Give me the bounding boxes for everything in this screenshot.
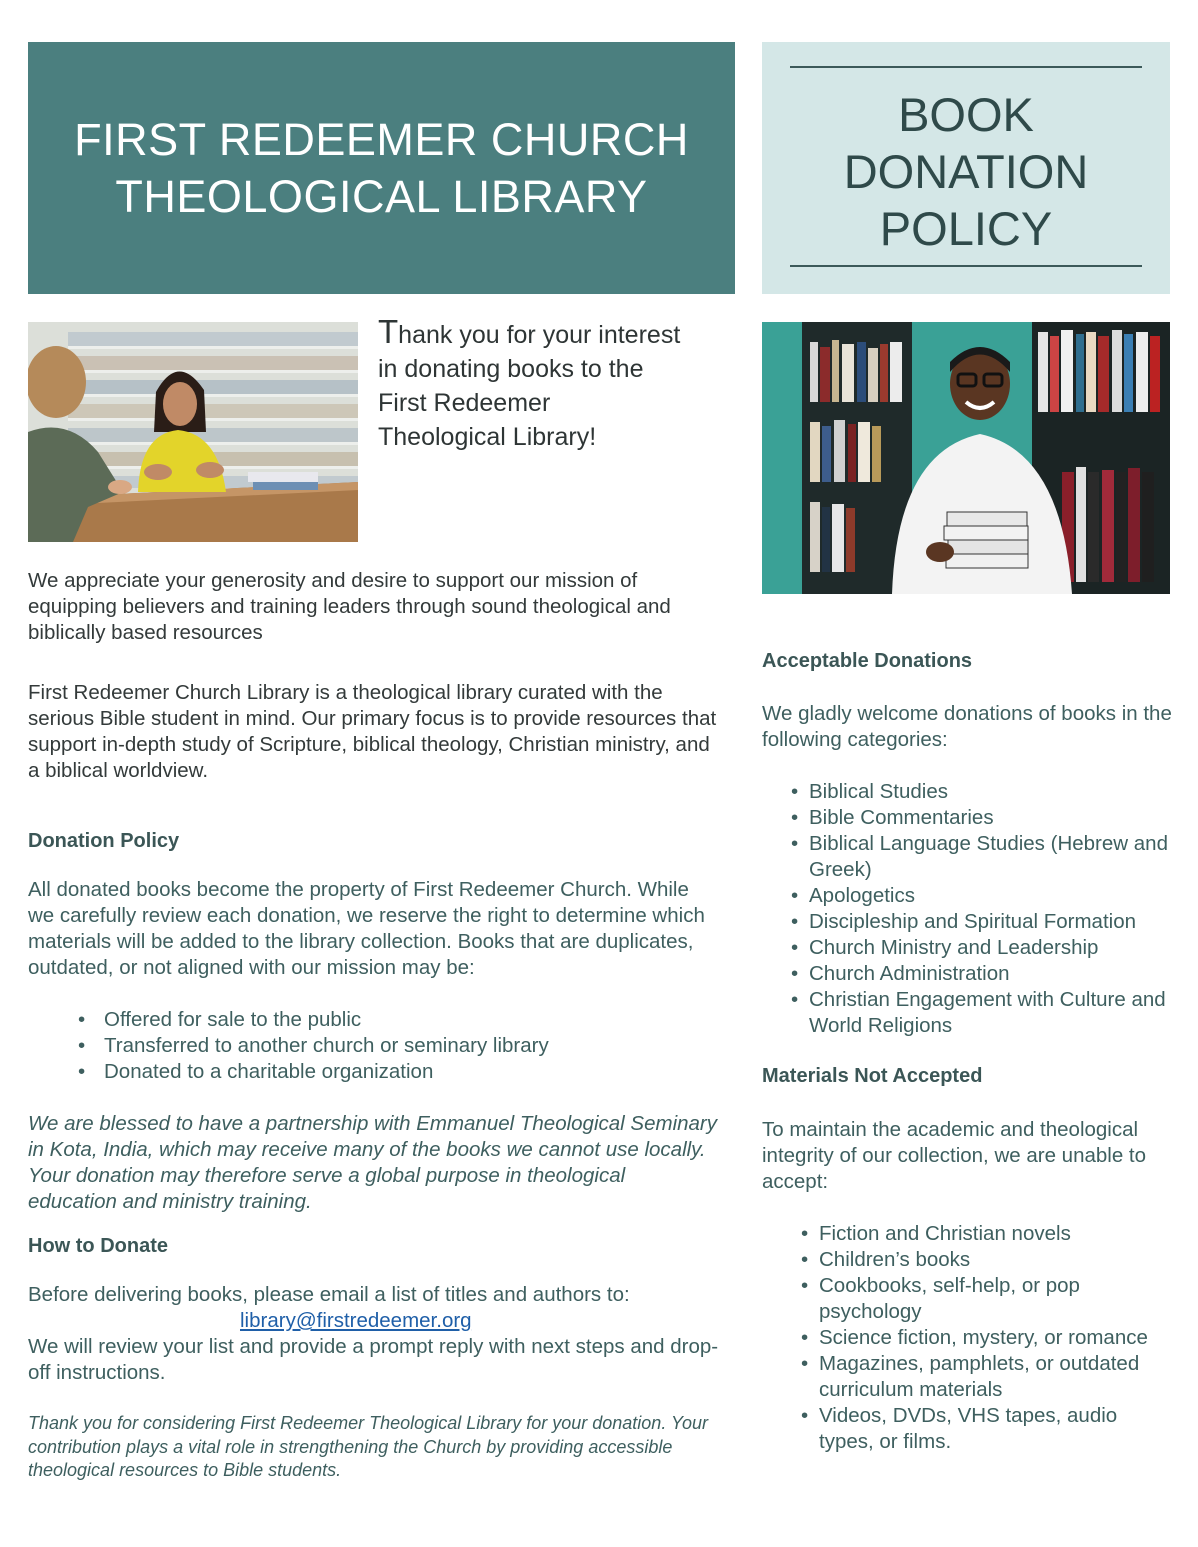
donation-policy-body: All donated books become the property of First Redeemer Church. While we carefully review each donation, we reserve the right to determine which materials will be added to the library collection. Books that are duplicates, outdated, or not aligned with our mission may be: [28,878,705,979]
email-request-text: Before delivering books, please email a list of titles and authors to: [28,1283,630,1306]
library-name-line2: THEOLOGICAL LIBRARY [115,171,648,222]
how-to-donate-heading: How to Donate [28,1235,168,1257]
list-item: • Fiction and Christian novels [801,1222,1071,1245]
library-name [74,111,689,225]
list-item: • Cookbooks, self-help, or pop psychology [801,1274,1080,1323]
closing-thanks: Thank you for considering First Redeemer Theological Library for your donation. Your contribution plays a vital role in strengthening the Church by providing accessible theological resources to Bible students. [28,1413,709,1480]
list-item: • Biblical Studies [791,780,949,803]
appreciation-paragraph: We appreciate your generosity and desire to support our mission of equipping believers and training leaders through sound theological and biblically based resources [28,569,671,644]
list-item: • Children’s books [801,1248,971,1271]
list-item: • Donated to a charitable organization [78,1060,434,1083]
list-item: • Church Administration [791,962,1010,985]
about-paragraph: First Redeemer Church Library is a theological library curated with the serious Bible student in mind. Our primary focus is to provide resources that support in-depth study of Scripture, biblical theology, Christian ministry, and a biblical worldview. [28,681,717,782]
policy-title-line2: DONATION [843,145,1089,198]
list-item: • Offered for sale to the public [78,1008,362,1031]
policy-title-banner [762,42,1170,294]
title-top-rule [790,66,1142,68]
policy-title [762,86,1170,257]
list-item: • Videos, DVDs, VHS tapes, audio types, or films. [801,1404,1118,1453]
drop-cap: T [378,313,399,350]
partnership-paragraph: We are blessed to have a partnership with Emmanuel Theological Seminary in Kota, India, which may receive many of the books we cannot use locally. Your donation may therefore serve a global purpose in theological education and ministry training. [28,1112,718,1213]
list-item: • Christian Engagement with Culture and World Religions [791,988,1166,1037]
acceptable-donations-heading: Acceptable Donations [762,650,973,672]
list-item: • Apologetics [791,884,915,907]
title-bottom-rule [790,265,1142,267]
not-accepted-heading: Materials Not Accepted [762,1065,983,1087]
list-item: • Magazines, pamphlets, or outdated curriculum materials [801,1352,1140,1401]
library-name-line1: FIRST REDEEMER CHURCH [74,114,689,165]
list-item: • Science fiction, mystery, or romance [801,1326,1148,1349]
list-item: • Biblical Language Studies (Hebrew and Greek) [791,832,1168,881]
not-accepted-list [801,1221,1149,1455]
policy-title-line3: POLICY [879,202,1053,255]
list-item: • Bible Commentaries [791,806,994,829]
thanks-line3: First Redeemer [378,389,551,417]
library-email-link[interactable]: library@firstredeemer.org [240,1309,472,1332]
thanks-line2: in donating books to the [378,355,644,383]
acceptable-intro: We gladly welcome donations of books in the following categories: [762,702,1172,751]
man-with-books-photo [762,322,1170,594]
thank-you-message [378,315,718,454]
donation-policy-heading: Donation Policy [28,830,180,852]
list-item: • Transferred to another church or seminary library [78,1034,549,1057]
donation-options-list [78,1007,704,1085]
acceptable-categories-list [791,779,1179,1039]
how-to-donate-instructions [28,1282,728,1386]
policy-title-line1: BOOK [898,88,1034,141]
not-accepted-intro: To maintain the academic and theological integrity of our collection, we are unable to accept: [762,1118,1147,1193]
library-conversation-photo [28,322,358,542]
thanks-line4: Theological Library! [378,423,597,451]
list-item: • Church Ministry and Leadership [791,936,1099,959]
thanks-line1: hank you for your interest [398,321,681,349]
review-text: We will review your list and provide a prompt reply with next steps and drop-off instructions. [28,1335,719,1384]
library-name-banner [28,42,735,294]
list-item: • Discipleship and Spiritual Formation [791,910,1137,933]
